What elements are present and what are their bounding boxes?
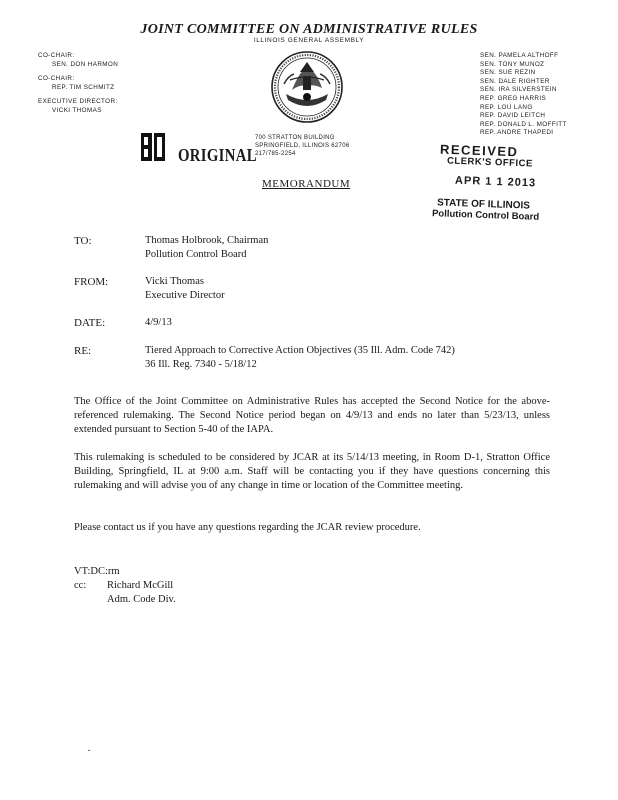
right-members-column <box>480 52 610 138</box>
from-line-2: Executive Director <box>145 290 225 301</box>
re-subject <box>145 344 455 372</box>
co-chair-label-2: CO-CHAIR: <box>38 75 75 83</box>
address-line-1: 700 STRATTON BUILDING <box>255 135 335 141</box>
member-name: SEN. SUE REZIN <box>480 69 536 77</box>
letterhead-title: JOINT COMMITTEE ON ADMINISTRATIVE RULES <box>140 22 478 37</box>
body-paragraph-3: Please contact us if you have any questions regarding the JCAR review procedure. <box>74 522 421 533</box>
co-chair-label-1: CO-CHAIR: <box>38 52 75 59</box>
body-paragraph-2: This rulemaking is scheduled to be considered by JCAR at its 5/14/13 meeting, in Room D-1, Stratton Office Building, Springfield, IL at 9:00 a.m. Staff will be contacting you if they have questions concerning this rulemaking and will advise you of any change in time or location of the Committee meeting. <box>74 452 550 491</box>
member-name: SEN. TONY MUNOZ <box>480 60 545 68</box>
member-name: REP. DAVID LEITCH <box>480 112 546 120</box>
member-name: SEN. DALE RIGHTER <box>480 77 550 85</box>
member-name: SEN. PAMELA ALTHOFF <box>480 52 559 59</box>
member-name: REP. GREG HARRIS <box>480 94 547 102</box>
received-date-stamp: APR 1 1 2013 <box>454 174 537 190</box>
member-name: REP. DONALD L. MOFFITT <box>480 120 567 128</box>
cc-recipient-2: Adm. Code Div. <box>107 594 176 605</box>
member-name: REP. ANDRE THAPEDI <box>480 129 554 137</box>
reference-initials: VT:DC:rm <box>74 566 120 577</box>
left-officers-column <box>38 52 168 116</box>
state-stamp: STATE OF ILLINOIS <box>436 197 531 212</box>
exec-director-label: EXECUTIVE DIRECTOR: <box>38 98 118 106</box>
from-line-1: Vicki Thomas <box>145 276 204 287</box>
office-address <box>255 134 375 158</box>
to-line-2: Pollution Control Board <box>145 249 247 260</box>
address-line-2: SPRINGFIELD, ILLINOIS 62706 <box>255 143 350 149</box>
state-seal-icon <box>270 50 344 124</box>
cc-recipient-1: Richard McGill <box>107 580 174 591</box>
board-stamp: Pollution Control Board <box>431 208 540 223</box>
received-stamp-text: RECEIVED <box>439 141 519 160</box>
re-line-1: Tiered Approach to Corrective Action Objectives (35 Ill. Adm. Code 742) <box>145 345 455 356</box>
to-recipient <box>145 234 268 262</box>
clerk-office-stamp: CLERK'S OFFICE <box>446 155 533 170</box>
re-line-2: 36 Ill. Reg. 7340 - 5/18/12 <box>145 359 257 370</box>
date-value: 4/9/13 <box>145 317 172 328</box>
member-name: SEN. IRA SILVERSTEIN <box>480 86 557 94</box>
co-chair-name-1: SEN. DON HARMON <box>52 60 119 68</box>
memorandum-heading: MEMORANDUM <box>262 178 351 190</box>
original-mark-icon <box>140 132 166 162</box>
address-phone: 217/785-2254 <box>255 151 296 157</box>
body-paragraph-1: The Office of the Joint Committee on Administrative Rules has accepted the Second Notice for the above-referenced rulemaking. The Second Notice period began on 4/9/13 and ends no later than 5/23/13, unless extended pursuant to Section 5-40 of the IAPA. <box>74 396 550 435</box>
from-label: FROM: <box>74 276 109 288</box>
scan-speck <box>88 750 90 751</box>
letterhead-subtitle: ILLINOIS GENERAL ASSEMBLY <box>253 37 365 44</box>
exec-director-name: VICKI THOMAS <box>52 106 102 114</box>
from-sender <box>145 275 225 303</box>
cc-label: cc: <box>74 580 87 591</box>
original-stamp-text: ORIGINAL <box>178 145 257 165</box>
co-chair-name-2: REP. TIM SCHMITZ <box>52 83 115 91</box>
date-label: DATE: <box>74 317 106 329</box>
member-name: REP. LOU LANG <box>480 103 533 111</box>
to-line-1: Thomas Holbrook, Chairman <box>145 235 269 246</box>
re-label: RE: <box>74 345 92 357</box>
to-label: TO: <box>74 235 92 247</box>
